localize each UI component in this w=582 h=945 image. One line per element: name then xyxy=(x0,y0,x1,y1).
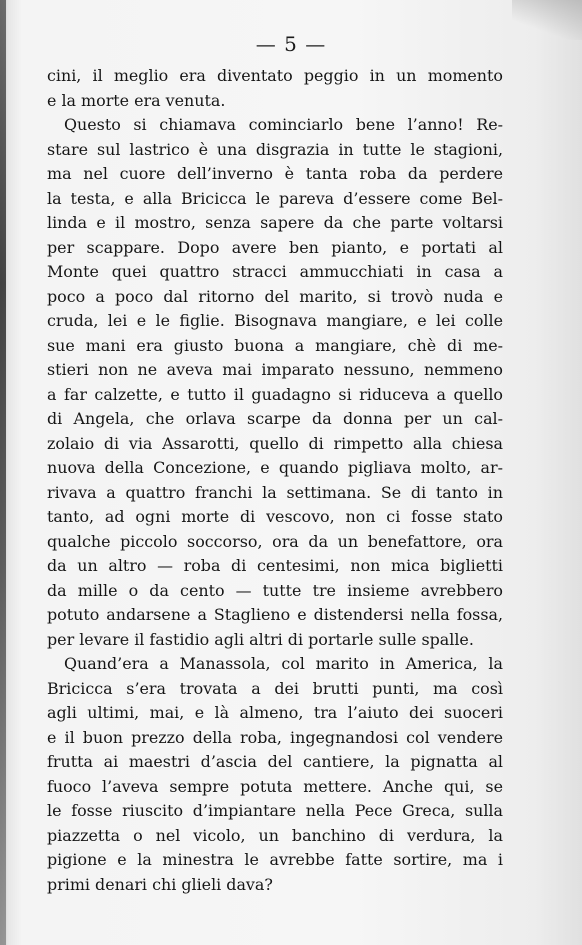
text-line: cruda, lei e le figlie. Bisognava mangiare, e lei colle xyxy=(47,311,503,330)
text-line: Quand’era a Manassola, col marito in America, la xyxy=(64,654,503,673)
text-line: per scappare. Dopo avere ben pianto, e portati al xyxy=(47,237,503,257)
text-line: stieri non ne aveva mai imparato nessuno, nemmeno xyxy=(47,360,503,379)
text-line: poco a poco dal ritorno del marito, si trovò nuda e xyxy=(47,286,503,306)
text-line: rivava a quattro franchi la settimana. Se di tanto in xyxy=(47,482,503,502)
page-binding-shadow xyxy=(0,0,6,945)
text-line: da un altro — roba di centesimi, non mica biglietti xyxy=(47,556,503,575)
text-line: stare sul lastrico è una disgrazia in tutte le stagioni, xyxy=(47,139,503,159)
text-line: Monte quei quattro stracci ammucchiati in casa a xyxy=(47,262,503,281)
page-number: — 5 — xyxy=(255,32,327,56)
text-line: potuto andarsene a Staglieno e distendersi nella fossa, xyxy=(47,605,503,624)
text-line: qualche piccolo soccorso, ora da un benefattore, ora xyxy=(47,531,503,551)
text-line: piazzetta o nel vicolo, un banchino di verdura, la xyxy=(47,825,503,845)
text-line: agli ultimi, mai, e là almeno, tra l’aiuto dei suoceri xyxy=(47,703,503,722)
text-line: e la morte era venuta. xyxy=(47,90,226,110)
text-line: a far calzette, e tutto il guadagno si riduceva a quello xyxy=(47,384,503,404)
text-line: pigione e la minestra le avrebbe fatte sortire, ma i xyxy=(47,850,503,869)
text-line: e il buon prezzo della roba, ingegnandosi col vendere xyxy=(47,727,503,747)
text-line: zolaio di via Assarotti, quello di rimpetto alla chiesa xyxy=(47,433,503,453)
text-line: linda e il mostro, senza sapere da che parte voltarsi xyxy=(47,213,503,232)
text-line: nuova della Concezione, e quando pigliava molto, ar- xyxy=(47,458,503,477)
body-text xyxy=(47,64,503,897)
text-line: per levare il fastidio agli altri di portarle sulle spalle. xyxy=(47,629,474,649)
text-line: Bricicca s’era trovata a dei brutti punti, ma così xyxy=(47,678,503,698)
text-line: Questo si chiamava cominciarlo bene l’anno! Re- xyxy=(64,115,503,134)
text-line: tanto, ad ogni morte di vescovo, non ci fosse stato xyxy=(47,507,503,526)
text-line: primi denari chi glieli dava? xyxy=(47,874,273,894)
text-line: le fosse riuscito d’impiantare nella Pece Greca, sulla xyxy=(47,801,503,820)
text-line: frutta ai maestri d’ascia del cantiere, la pignatta al xyxy=(47,752,503,771)
text-line: di Angela, che orlava scarpe da donna per un cal- xyxy=(47,409,503,428)
text-line: da mille o da cento — tutte tre insieme avrebbero xyxy=(47,580,503,600)
text-line: la testa, e alla Bricicca le pareva d’essere come Bel- xyxy=(47,188,503,208)
text-line: cini, il meglio era diventato peggio in un momento xyxy=(47,66,503,85)
text-line: sue mani era giusto buona a mangiare, chè di me- xyxy=(47,335,503,355)
text-line: fuoco l’aveva sempre potuta mettere. Anche qui, se xyxy=(47,776,503,796)
text-line: ma nel cuore dell’inverno è tanta roba da perdere xyxy=(47,164,503,183)
